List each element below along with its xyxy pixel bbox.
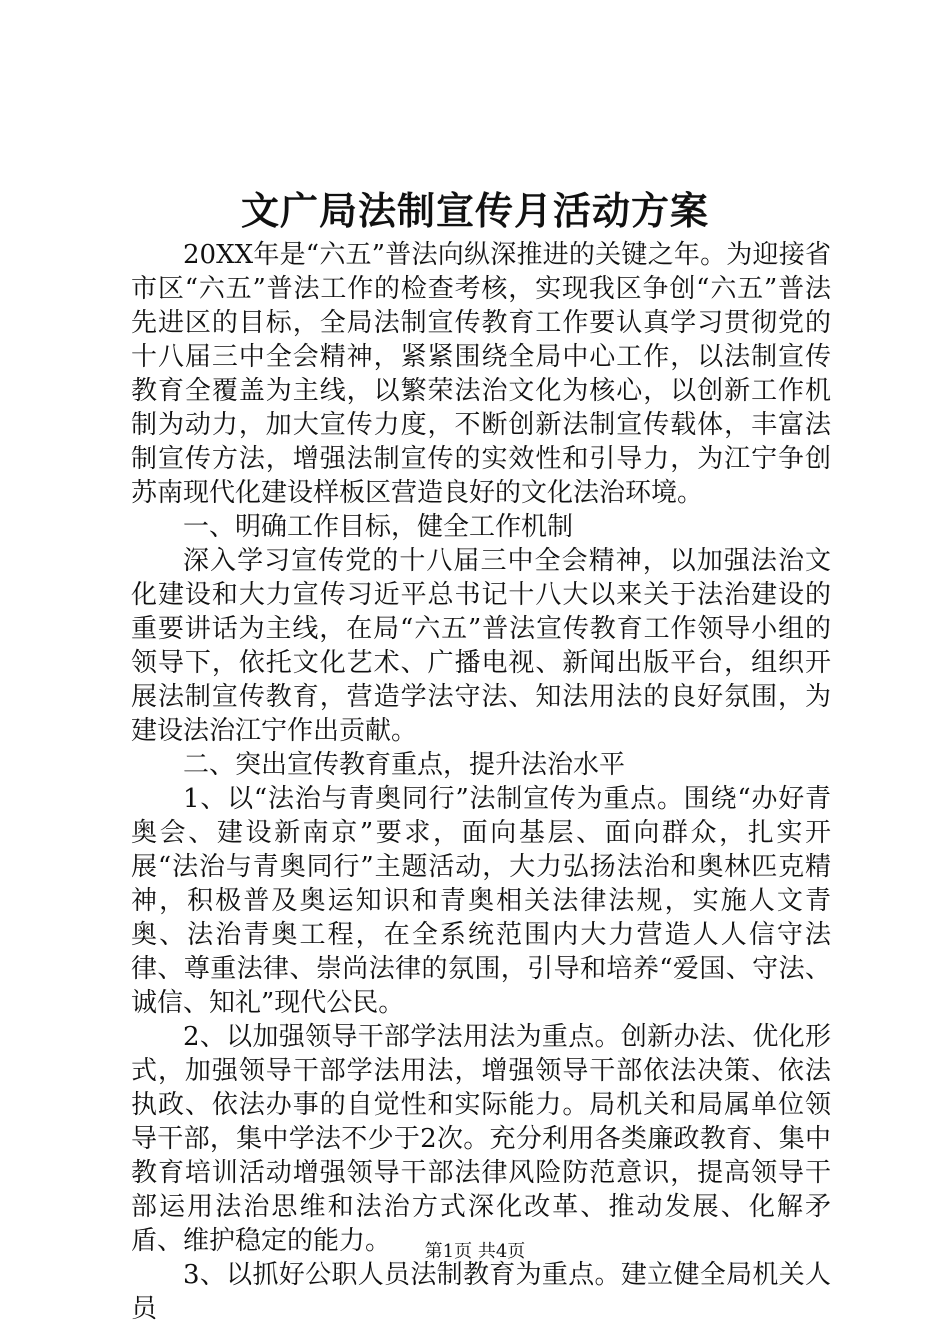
paragraph-section-1: 深入学习宣传党的十八届三中全会精神，以加强法治文化建设和大力宣传习近平总书记十八大以来关于法治建设的重要讲话为主线，在局“六五”普法宣传教育工作领导小组的领导下，依托文化艺术、广播电视、新闻出版平台，组织开展法制宣传教育，营造学法守法、知法用法的良好氛围，为建设法治江宁作出贡献。 bbox=[131, 546, 831, 746]
paragraph-item-3: 3、以抓好公职人员法制教育为重点。建立健全局机关人员 bbox=[131, 1260, 831, 1324]
section-heading-2: 二、突出宣传教育重点，提升法治水平 bbox=[183, 750, 626, 780]
paragraph-intro: 20XX年是“六五”普法向纵深推进的关键之年。为迎接省市区“六五”普法工作的检查考核，实现我区争创“六五”普法先进区的目标，全局法制宣传教育工作要认真学习贯彻党的十八届三中全会精神，紧紧围绕全局中心工作，以法制宣传教育全覆盖为主线，以繁荣法治文化为核心，以创新工作机制为动力，加大宣传力度，不断创新法制宣传载体，丰富法制宣传方法，增强法制宣传的实效性和引导力，为江宁争创苏南现代化建设样板区营造良好的文化法治环境。 bbox=[131, 240, 831, 508]
paragraph-item-1: 1、以“法治与青奥同行”法制宣传为重点。围绕“办好青奥会、建设新南京”要求，面向基层、面向群众，扎实开展“法治与青奥同行”主题活动，大力弘扬法治和奥林匹克精神，积极普及奥运知识和青奥相关法律法规，实施人文青奥、法治青奥工程，在全系统范围内大力营造人人信守法律、尊重法律、崇尚法律的氛围，引导和培养“爱国、守法、诚信、知礼”现代公民。 bbox=[131, 784, 831, 1018]
page-number: 第1页 共4页 bbox=[424, 1241, 526, 1262]
section-heading-1: 一、明确工作目标，健全工作机制 bbox=[183, 512, 574, 542]
document-body bbox=[131, 238, 831, 1326]
paragraph-item-2: 2、以加强领导干部学法用法为重点。创新办法、优化形式，加强领导干部学法用法，增强领导干部依法决策、依法执政、依法办事的自觉性和实际能力。局机关和局属单位领导干部，集中学法不少于2次。充分利用各类廉政教育、集中教育培训活动增强领导干部法律风险防范意识，提高领导干部运用法治思维和法治方式深化改革、推动发展、化解矛盾、维护稳定的能力。 bbox=[131, 1022, 831, 1256]
document-title: 文广局法制宣传月活动方案 bbox=[240, 188, 709, 233]
